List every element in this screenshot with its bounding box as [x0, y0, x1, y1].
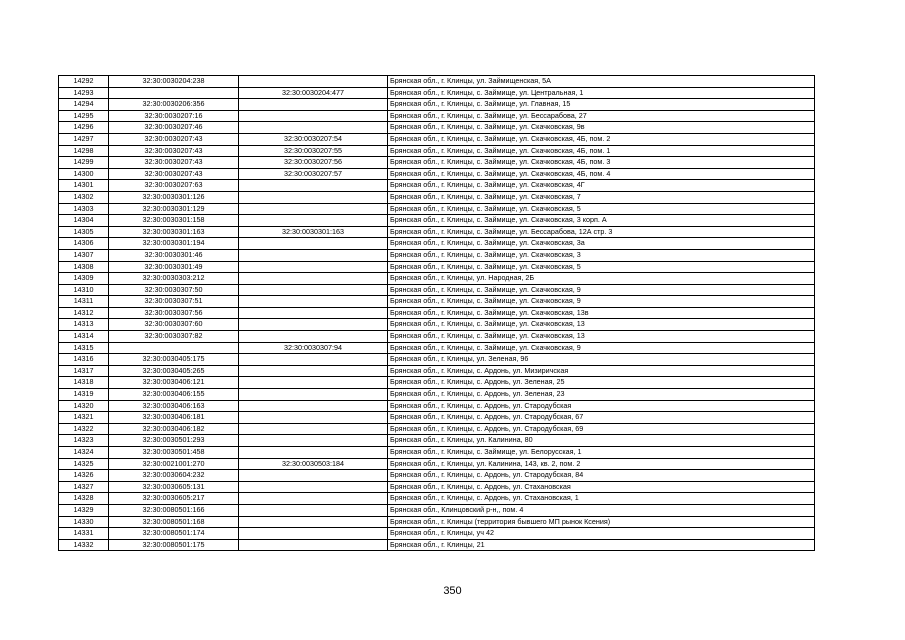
address-cell: Брянская обл., г. Клинцы, с. Займище, ул. Скачковская, 4Б, пом. 1 — [388, 145, 815, 157]
table-row — [59, 87, 815, 99]
table-row — [59, 377, 815, 389]
row-number-cell: 14330 — [59, 516, 109, 528]
second-cadastral-number-cell: 32:30:0030207:54 — [239, 133, 388, 145]
table-row — [59, 435, 815, 447]
row-number-cell: 14331 — [59, 528, 109, 540]
second-cadastral-number-cell: 32:30:0030503:184 — [239, 458, 388, 470]
address-cell: Брянская обл., г. Клинцы, с. Займище, ул. Центральная, 1 — [388, 87, 815, 99]
row-number-cell: 14305 — [59, 226, 109, 238]
table-row — [59, 493, 815, 505]
row-number-cell: 14313 — [59, 319, 109, 331]
cadastral-number-cell: 32:30:0030307:82 — [109, 331, 239, 343]
cadastral-number-cell: 32:30:0030301:163 — [109, 226, 239, 238]
cadastral-number-cell: 32:30:0030207:43 — [109, 145, 239, 157]
row-number-cell: 14325 — [59, 458, 109, 470]
cadastral-number-cell: 32:30:0030307:56 — [109, 307, 239, 319]
cadastral-number-cell: 32:30:0080501:168 — [109, 516, 239, 528]
table-row — [59, 423, 815, 435]
cadastral-number-cell: 32:30:0030301:129 — [109, 203, 239, 215]
second-cadastral-number-cell — [239, 249, 388, 261]
address-cell: Брянская обл., г. Клинцы, с. Ардонь, ул. Зеленая, 23 — [388, 389, 815, 401]
address-cell: Брянская обл., г. Клинцы, с. Займище, ул. Скачковская, 13 — [388, 331, 815, 343]
cadastral-number-cell: 32:30:0030207:16 — [109, 110, 239, 122]
address-cell: Брянская обл., г. Клинцы, ул. Народная, 2Б — [388, 273, 815, 285]
address-cell: Брянская обл., г. Клинцы, с. Займище, ул. Скачковская, 3 корп. А — [388, 215, 815, 227]
cadastral-number-cell: 32:30:0030207:43 — [109, 133, 239, 145]
address-cell: Брянская обл., г. Клинцы, с. Ардонь, ул. Зеленая, 25 — [388, 377, 815, 389]
second-cadastral-number-cell — [239, 528, 388, 540]
row-number-cell: 14311 — [59, 296, 109, 308]
address-cell: Брянская обл., г. Клинцы, с. Займище, ул. Бессарабова, 12А стр. 3 — [388, 226, 815, 238]
second-cadastral-number-cell: 32:30:0030301:163 — [239, 226, 388, 238]
row-number-cell: 14309 — [59, 273, 109, 285]
row-number-cell: 14306 — [59, 238, 109, 250]
row-number-cell: 14293 — [59, 87, 109, 99]
second-cadastral-number-cell — [239, 435, 388, 447]
second-cadastral-number-cell — [239, 261, 388, 273]
row-number-cell: 14310 — [59, 284, 109, 296]
address-cell: Брянская обл., г. Клинцы, с. Ардонь, ул. Стародубская, 67 — [388, 412, 815, 424]
second-cadastral-number-cell — [239, 447, 388, 459]
second-cadastral-number-cell — [239, 238, 388, 250]
row-number-cell: 14316 — [59, 354, 109, 366]
table-row — [59, 481, 815, 493]
address-cell: Брянская обл., г. Клинцы, с. Ардонь, ул. Стахановская — [388, 481, 815, 493]
cadastral-number-cell: 32:30:0030604:232 — [109, 470, 239, 482]
row-number-cell: 14307 — [59, 249, 109, 261]
cadastral-number-cell: 32:30:0030301:126 — [109, 191, 239, 203]
table-row — [59, 354, 815, 366]
cadastral-number-cell: 32:30:0030406:181 — [109, 412, 239, 424]
table-row — [59, 157, 815, 169]
address-cell: Брянская обл., г. Клинцы, с. Займище, ул. Скачковская, 9 — [388, 296, 815, 308]
second-cadastral-number-cell: 32:30:0030307:94 — [239, 342, 388, 354]
table-row — [59, 528, 815, 540]
cadastral-number-cell — [109, 342, 239, 354]
second-cadastral-number-cell: 32:30:0030207:55 — [239, 145, 388, 157]
second-cadastral-number-cell — [239, 354, 388, 366]
second-cadastral-number-cell — [239, 203, 388, 215]
row-number-cell: 14320 — [59, 400, 109, 412]
address-cell: Брянская обл., г. Клинцы, с. Ардонь, ул. Стародубская — [388, 400, 815, 412]
cadastral-number-cell: 32:30:0080501:174 — [109, 528, 239, 540]
table-row — [59, 342, 815, 354]
page-number: 350 — [443, 585, 462, 597]
row-number-cell: 14322 — [59, 423, 109, 435]
cadastral-number-cell: 32:30:0080501:175 — [109, 539, 239, 551]
address-cell: Брянская обл., г. Клинцы, с. Займище, ул. Бессарабова, 27 — [388, 110, 815, 122]
second-cadastral-number-cell — [239, 110, 388, 122]
row-number-cell: 14295 — [59, 110, 109, 122]
row-number-cell: 14312 — [59, 307, 109, 319]
address-cell: Брянская обл., г. Клинцы, с. Займище, ул. Белорусская, 1 — [388, 447, 815, 459]
second-cadastral-number-cell — [239, 76, 388, 88]
row-number-cell: 14315 — [59, 342, 109, 354]
address-cell: Брянская обл., г. Клинцы, с. Займище, ул. Скачковская, 13в — [388, 307, 815, 319]
table-row — [59, 365, 815, 377]
address-cell: Брянская обл., г. Клинцы, ул. Калинина, 80 — [388, 435, 815, 447]
table-row — [59, 458, 815, 470]
row-number-cell: 14292 — [59, 76, 109, 88]
registry-table-body — [59, 76, 815, 551]
row-number-cell: 14302 — [59, 191, 109, 203]
address-cell: Брянская обл., г. Клинцы, с. Займище, ул. Скачковская, 5 — [388, 203, 815, 215]
second-cadastral-number-cell — [239, 365, 388, 377]
cadastral-number-cell: 32:30:0030204:238 — [109, 76, 239, 88]
address-cell: Брянская обл., г. Клинцы, ул. Зеленая, 96 — [388, 354, 815, 366]
cadastral-number-cell: 32:30:0030405:175 — [109, 354, 239, 366]
table-row — [59, 168, 815, 180]
second-cadastral-number-cell — [239, 215, 388, 227]
cadastral-number-cell: 32:30:0030406:121 — [109, 377, 239, 389]
row-number-cell: 14332 — [59, 539, 109, 551]
second-cadastral-number-cell — [239, 516, 388, 528]
cadastral-number-cell: 32:30:0030307:50 — [109, 284, 239, 296]
address-cell: Брянская обл., г. Клинцы (территория бывшего МП рынок Ксения) — [388, 516, 815, 528]
second-cadastral-number-cell: 32:30:0030204:477 — [239, 87, 388, 99]
table-row — [59, 226, 815, 238]
table-row — [59, 122, 815, 134]
address-cell: Брянская обл., г. Клинцы, ул. Калинина, 143, кв. 2, пом. 2 — [388, 458, 815, 470]
row-number-cell: 14317 — [59, 365, 109, 377]
row-number-cell: 14314 — [59, 331, 109, 343]
row-number-cell: 14329 — [59, 504, 109, 516]
cadastral-number-cell: 32:30:0030307:60 — [109, 319, 239, 331]
address-cell: Брянская обл., г. Клинцы, с. Займище, ул. Главная, 15 — [388, 99, 815, 111]
row-number-cell: 14294 — [59, 99, 109, 111]
address-cell: Брянская обл., г. Клинцы, с. Займище, ул. Скачковская, 5 — [388, 261, 815, 273]
table-row — [59, 133, 815, 145]
second-cadastral-number-cell — [239, 331, 388, 343]
second-cadastral-number-cell — [239, 191, 388, 203]
cadastral-number-cell: 32:30:0030406:182 — [109, 423, 239, 435]
cadastral-number-cell: 32:30:0030207:43 — [109, 157, 239, 169]
address-cell: Брянская обл., г. Клинцы, с. Займище, ул. Скачковская, 3 — [388, 249, 815, 261]
second-cadastral-number-cell — [239, 493, 388, 505]
cadastral-number-cell: 32:30:0030406:163 — [109, 400, 239, 412]
row-number-cell: 14328 — [59, 493, 109, 505]
second-cadastral-number-cell — [239, 284, 388, 296]
row-number-cell: 14298 — [59, 145, 109, 157]
second-cadastral-number-cell: 32:30:0030207:56 — [239, 157, 388, 169]
cadastral-number-cell: 32:30:0030301:158 — [109, 215, 239, 227]
table-row — [59, 99, 815, 111]
table-row — [59, 191, 815, 203]
row-number-cell: 14300 — [59, 168, 109, 180]
second-cadastral-number-cell — [239, 504, 388, 516]
address-cell: Брянская обл., г. Клинцы, с. Ардонь, ул. Стародубская, 84 — [388, 470, 815, 482]
cadastral-number-cell: 32:30:0030307:51 — [109, 296, 239, 308]
table-row — [59, 273, 815, 285]
address-cell: Брянская обл., г. Клинцы, с. Ардонь, ул. Стародубская, 69 — [388, 423, 815, 435]
row-number-cell: 14301 — [59, 180, 109, 192]
cadastral-number-cell: 32:30:0030605:217 — [109, 493, 239, 505]
address-cell: Брянская обл., г. Клинцы, с. Займище, ул. Скачковская, 7 — [388, 191, 815, 203]
table-row — [59, 215, 815, 227]
cadastral-number-cell: 32:30:0030207:43 — [109, 168, 239, 180]
cadastral-number-cell — [109, 87, 239, 99]
address-cell: Брянская обл., г. Клинцы, с. Займище, ул. Скачковская, 9в — [388, 122, 815, 134]
cadastral-number-cell: 32:30:0030206:356 — [109, 99, 239, 111]
row-number-cell: 14297 — [59, 133, 109, 145]
address-cell: Брянская обл., г. Клинцы, 21 — [388, 539, 815, 551]
row-number-cell: 14327 — [59, 481, 109, 493]
cadastral-number-cell: 32:30:0030405:265 — [109, 365, 239, 377]
cadastral-number-cell: 32:30:0030605:131 — [109, 481, 239, 493]
table-row — [59, 296, 815, 308]
cadastral-number-cell: 32:30:0030207:63 — [109, 180, 239, 192]
cadastral-number-cell: 32:30:0030207:46 — [109, 122, 239, 134]
cadastral-number-cell: 32:30:0080501:166 — [109, 504, 239, 516]
cadastral-number-cell: 32:30:0030501:293 — [109, 435, 239, 447]
address-cell: Брянская обл., г. Клинцы, с. Займище, ул. Скачковская, 4Б, пом. 3 — [388, 157, 815, 169]
cadastral-number-cell: 32:30:0030406:155 — [109, 389, 239, 401]
table-row — [59, 539, 815, 551]
cadastral-number-cell: 32:30:0030303:212 — [109, 273, 239, 285]
row-number-cell: 14324 — [59, 447, 109, 459]
second-cadastral-number-cell — [239, 412, 388, 424]
row-number-cell: 14303 — [59, 203, 109, 215]
second-cadastral-number-cell — [239, 423, 388, 435]
table-row — [59, 76, 815, 88]
second-cadastral-number-cell — [239, 296, 388, 308]
row-number-cell: 14323 — [59, 435, 109, 447]
row-number-cell: 14308 — [59, 261, 109, 273]
row-number-cell: 14326 — [59, 470, 109, 482]
second-cadastral-number-cell — [239, 99, 388, 111]
registry-table — [58, 75, 815, 551]
address-cell: Брянская обл., г. Клинцы, ул. Займищенская, 5А — [388, 76, 815, 88]
address-cell: Брянская обл., г. Клинцы, с. Займище, ул. Скачковская, 13 — [388, 319, 815, 331]
address-cell: Брянская обл., г. Клинцы, с. Займище, ул. Скачковская, 9 — [388, 342, 815, 354]
table-row — [59, 400, 815, 412]
table-row — [59, 110, 815, 122]
table-row — [59, 389, 815, 401]
address-cell: Брянская обл., г. Клинцы, с. Займище, ул. Скачковская, 9 — [388, 284, 815, 296]
second-cadastral-number-cell — [239, 180, 388, 192]
table-row — [59, 319, 815, 331]
second-cadastral-number-cell — [239, 307, 388, 319]
row-number-cell: 14296 — [59, 122, 109, 134]
address-cell: Брянская обл., Клинцовский р-н,, пом. 4 — [388, 504, 815, 516]
second-cadastral-number-cell — [239, 470, 388, 482]
table-row — [59, 203, 815, 215]
row-number-cell: 14321 — [59, 412, 109, 424]
address-cell: Брянская обл., г. Клинцы, с. Займище, ул. Скачковская, 4Г — [388, 180, 815, 192]
table-row — [59, 516, 815, 528]
table-row — [59, 331, 815, 343]
row-number-cell: 14304 — [59, 215, 109, 227]
table-row — [59, 307, 815, 319]
table-row — [59, 180, 815, 192]
table-row — [59, 145, 815, 157]
row-number-cell: 14299 — [59, 157, 109, 169]
table-row — [59, 470, 815, 482]
table-row — [59, 261, 815, 273]
cadastral-number-cell: 32:30:0021001:270 — [109, 458, 239, 470]
address-cell: Брянская обл., г. Клинцы, с. Займище, ул. Скачковская, 3а — [388, 238, 815, 250]
row-number-cell: 14318 — [59, 377, 109, 389]
table-row — [59, 447, 815, 459]
address-cell: Брянская обл., г. Клинцы, с. Ардонь, ул. Стахановская, 1 — [388, 493, 815, 505]
address-cell: Брянская обл., г. Клинцы, с. Займище, ул. Скачковская, 4Б, пом. 4 — [388, 168, 815, 180]
table-row — [59, 504, 815, 516]
address-cell: Брянская обл., г. Клинцы, с. Ардонь, ул. Мизиричская — [388, 365, 815, 377]
row-number-cell: 14319 — [59, 389, 109, 401]
table-row — [59, 284, 815, 296]
table-row — [59, 249, 815, 261]
second-cadastral-number-cell — [239, 539, 388, 551]
second-cadastral-number-cell — [239, 389, 388, 401]
table-row — [59, 238, 815, 250]
second-cadastral-number-cell — [239, 122, 388, 134]
table-row — [59, 412, 815, 424]
second-cadastral-number-cell — [239, 400, 388, 412]
second-cadastral-number-cell — [239, 319, 388, 331]
cadastral-number-cell: 32:30:0030301:46 — [109, 249, 239, 261]
cadastral-number-cell: 32:30:0030301:194 — [109, 238, 239, 250]
second-cadastral-number-cell — [239, 481, 388, 493]
cadastral-number-cell: 32:30:0030501:458 — [109, 447, 239, 459]
second-cadastral-number-cell — [239, 273, 388, 285]
cadastral-number-cell: 32:30:0030301:49 — [109, 261, 239, 273]
second-cadastral-number-cell — [239, 377, 388, 389]
address-cell: Брянская обл., г. Клинцы, с. Займище, ул. Скачковская, 4Б, пом. 2 — [388, 133, 815, 145]
second-cadastral-number-cell: 32:30:0030207:57 — [239, 168, 388, 180]
address-cell: Брянская обл., г. Клинцы, уч 42 — [388, 528, 815, 540]
